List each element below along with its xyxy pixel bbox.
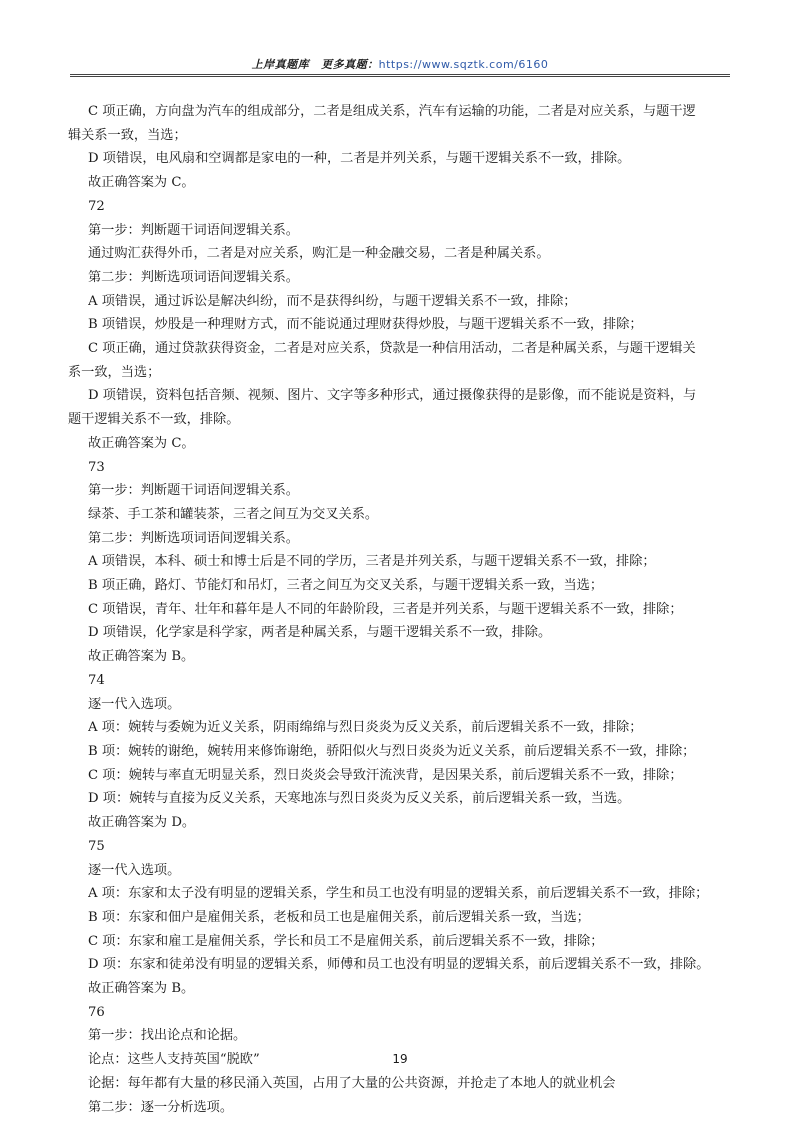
text-line: 论点：这些人支持英国“脱欧” [88, 1052, 260, 1068]
header-rule [70, 74, 730, 77]
document-body [68, 100, 738, 1119]
text-line: 第二步：逐一分析选项。 [88, 1099, 234, 1115]
text-line: 故正确答案为 D。 [88, 815, 196, 831]
text-line: C 项正确，方向盘为汽车的组成部分，二者是组成关系，汽车有运输的功能，二者是对应关系，与题干逻 [88, 104, 696, 119]
header-url-link[interactable]: https://www.sqztk.com/6160 [378, 58, 549, 71]
text-line: 第一步：找出论点和论据。 [88, 1028, 247, 1044]
text-line: 故正确答案为 C。 [88, 435, 195, 451]
text-line: C 项：东家和雇工是雇佣关系，学长和员工不是雇佣关系，前后逻辑关系不一致，排除； [88, 933, 604, 949]
text-line: D 项错误，资料包括音频、视频、图片、文字等多种形式，通过摄像获得的是影像，而不能说是资料，与 [88, 388, 697, 404]
text-line: B 项：婉转的谢绝，婉转用来修饰谢绝，骄阳似火与烈日炎炎为近义关系，前后逻辑关系不一致，排除； [88, 743, 696, 759]
text-line: C 项错误，青年、壮年和暮年是人不同的年龄阶段，三者是并列关系，与题干逻辑关系不一致，排除； [88, 601, 683, 617]
text-line: D 项错误，电风扇和空调都是家电的一种，二者是并列关系，与题干逻辑关系不一致，排除。 [88, 151, 631, 167]
question-number: 76 [88, 1004, 105, 1020]
text-line: 第一步：判断题干词语间逻辑关系。 [88, 222, 299, 238]
text-line: 逐一代入选项。 [88, 862, 181, 878]
text-line: C 项正确，通过贷款获得资金，二者是对应关系，贷款是一种信用活动，二者是种属关系，与题干逻辑关 [88, 341, 696, 357]
text-line: 故正确答案为 B。 [88, 649, 195, 665]
page-number: 19 [392, 1052, 408, 1066]
question-number: 72 [88, 198, 105, 214]
text-line: 系一致，当选； [68, 364, 161, 380]
text-line: A 项错误，通过诉讼是解决纠纷，而不是获得纠纷，与题干逻辑关系不一致，排除； [88, 293, 577, 309]
text-line: 故正确答案为 C。 [88, 175, 195, 191]
question-number: 74 [88, 672, 105, 688]
text-line: C 项：婉转与率直无明显关系，烈日炎炎会导致汗流浃背，是因果关系，前后逻辑关系不一致，排除； [88, 767, 683, 783]
text-line: 第二步：判断选项词语间逻辑关系。 [88, 269, 299, 285]
text-line: D 项：东家和徒弟没有明显的逻辑关系，师傅和员工也没有明显的逻辑关系，前后逻辑关系不一致，排除。 [88, 957, 710, 973]
question-number: 75 [88, 838, 105, 854]
text-line: A 项：东家和太子没有明显的逻辑关系，学生和员工也没有明显的逻辑关系，前后逻辑关系不一致，排除； [88, 886, 709, 902]
text-line: 通过购汇获得外币，二者是对应关系，购汇是一种金融交易，二者是种属关系。 [88, 246, 550, 262]
text-line: B 项：东家和佃户是雇佣关系，老板和员工也是雇佣关系，前后逻辑关系一致，当选； [88, 909, 590, 925]
text-line: B 项错误，炒股是一种理财方式，而不能说通过理财获得炒股，与题干逻辑关系不一致，排除； [88, 317, 643, 333]
text-line: 逐一代入选项。 [88, 696, 181, 712]
text-line: D 项：婉转与直接为反义关系，天寒地冻与烈日炎炎为反义关系，前后逻辑关系一致，当选。 [88, 791, 631, 807]
text-line: 故正确答案为 B。 [88, 981, 195, 997]
header-more-label: 更多真题： [321, 58, 379, 71]
text-line: 论据：每年都有大量的移民涌入英国，占用了大量的公共资源，并抢走了本地人的就业机会 [88, 1075, 616, 1091]
text-line: 第二步：判断选项词语间逻辑关系。 [88, 530, 299, 546]
text-line: 辑关系一致，当选； [68, 127, 187, 143]
text-line: A 项：婉转与委婉为近义关系，阴雨绵绵与烈日炎炎为反义关系，前后逻辑关系不一致，排除； [88, 720, 643, 736]
text-line: 绿茶、手工茶和罐装茶，三者之间互为交叉关系。 [88, 506, 379, 522]
page-header [0, 56, 800, 72]
text-line: B 项正确，路灯、节能灯和吊灯，三者之间互为交叉关系，与题干逻辑关系一致，当选； [88, 578, 604, 594]
text-line: 题干逻辑关系不一致，排除。 [68, 412, 240, 428]
question-number: 73 [88, 459, 105, 475]
text-line: 第一步：判断题干词语间逻辑关系。 [88, 483, 299, 499]
header-brand: 上岸真题库 [251, 58, 310, 71]
text-line: A 项错误，本科、硕士和博士后是不同的学历，三者是并列关系，与题干逻辑关系不一致，排除； [88, 554, 656, 570]
text-line: D 项错误，化学家是科学家，两者是种属关系，与题干逻辑关系不一致，排除。 [88, 625, 552, 641]
